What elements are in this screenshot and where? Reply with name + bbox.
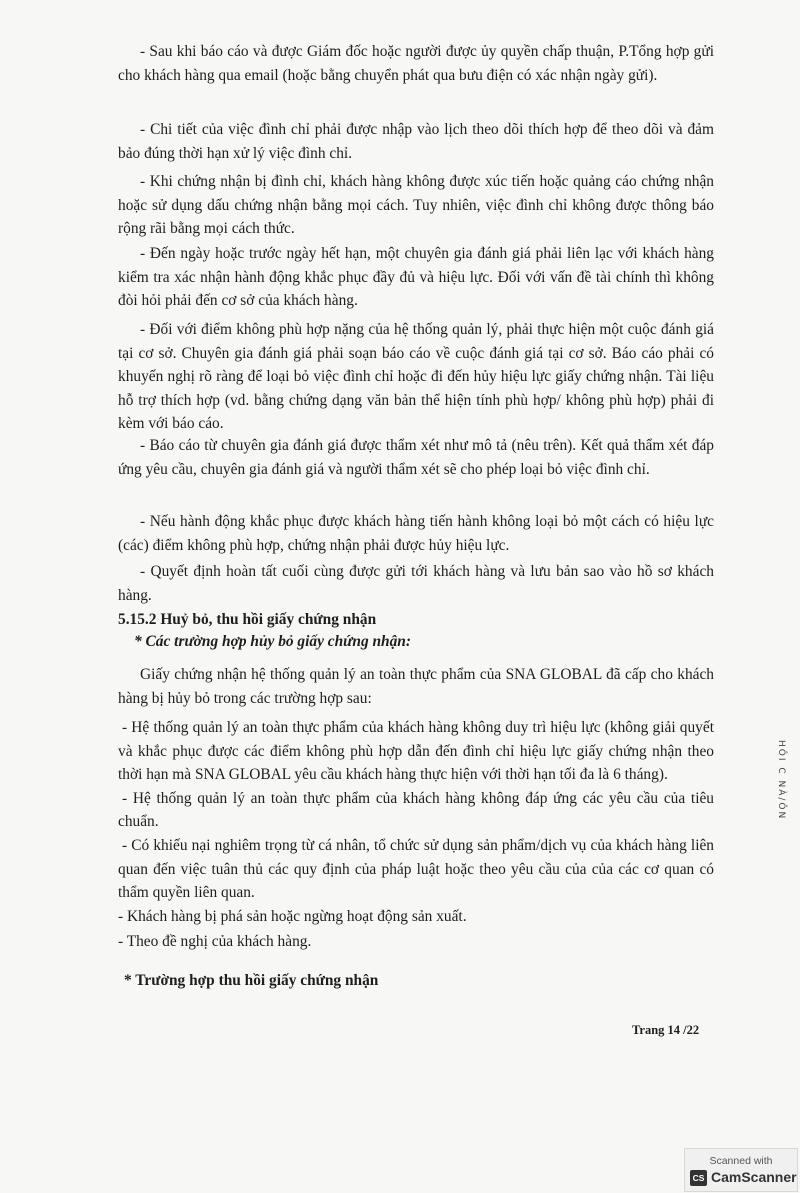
page-number: Trang 14 /22: [632, 1023, 700, 1037]
subheading-revoke-cases: * Trường hợp thu hồi giấy chứng nhận: [124, 972, 379, 989]
paragraph-7: - Nếu hành động khắc phục được khách hàng tiến hành không loại bỏ một cách có hiệu lực (các) điểm không phù hợp, chứng nhận phải được hủy hiệu lực.: [118, 513, 714, 554]
camscanner-logo-icon: CS: [690, 1170, 707, 1186]
watermark-caption: Scanned with: [709, 1155, 773, 1167]
list-item: - Hệ thống quản lý an toàn thực phẩm của khách hàng không duy trì hiệu lực (không giải quyết và khắc phục được các điểm không phù hợp dẫn đến đình chỉ hiệu lực giấy chứng nhận theo thời hạn mà SNA GLOBAL yêu cầu khách hàng thực hiện với thời hạn tối đa là 6 tháng).: [118, 719, 714, 784]
paragraph-4: - Đến ngày hoặc trước ngày hết hạn, một chuyên gia đánh giá phải liên lạc với khách hàng kiểm tra xác nhận hành động khắc phục đầy đủ và hiệu lực. Đối với vấn đề tài chính thì không đòi hỏi phải đến cơ sở của khách hàng.: [118, 245, 714, 310]
paragraph-3: - Khi chứng nhận bị đình chỉ, khách hàng không được xúc tiến hoặc quảng cáo chứng nhận hoặc sử dụng dấu chứng nhận bằng mọi cách. Tuy nhiên, việc đình chỉ không được thông báo rộng rãi bằng mọi cách thức.: [118, 173, 714, 238]
watermark-brand: CamScanner: [711, 1169, 797, 1185]
list-item: - Có khiếu nại nghiêm trọng từ cá nhân, tổ chức sử dụng sản phẩm/dịch vụ của khách hàng liên quan đến việc tuân thủ các quy định của pháp luật hoặc theo yêu cầu của của các cơ quan có thẩm quyền liên quan.: [118, 836, 714, 902]
paragraph-6: - Báo cáo từ chuyên gia đánh giá được thẩm xét như mô tả (nêu trên). Kết quả thẩm xét đáp ứng yêu cầu, chuyên gia đánh giá và người thẩm xét sẽ cho phép loại bỏ việc đình chỉ.: [118, 437, 714, 478]
paragraph-5: - Đối với điểm không phù hợp nặng của hệ thống quản lý, phải thực hiện một cuộc đánh giá tại cơ sở. Chuyên gia đánh giá phải soạn báo cáo về cuộc đánh giá tại cơ sở. Báo cáo phải có khuyến nghị rõ ràng để loại bỏ việc đình chỉ hoặc đi đến hủy hiệu lực giấy chứng nhận. Tài liệu hỗ trợ thích hợp (vd. bằng chứng dạng văn bản thể hiện tính phù hợp/ không phù hợp) phải đi kèm với báo cáo.: [118, 321, 714, 433]
margin-stamp-marks: HÔI C NÀ/ÔN: [776, 740, 786, 821]
list-item: - Hệ thống quản lý an toàn thực phẩm của khách hàng không đáp ứng các yêu cầu của tiêu chuẩn.: [118, 789, 714, 831]
intro-cancel-cases: Giấy chứng nhận hệ thống quản lý an toàn thực phẩm của SNA GLOBAL đã cấp cho khách hàng bị hủy bỏ trong các trường hợp sau:: [118, 666, 714, 707]
list-item: - Theo đề nghị của khách hàng.: [118, 933, 312, 951]
paragraph-1: - Sau khi báo cáo và được Giám đốc hoặc người được ủy quyền chấp thuận, P.Tổng hợp gửi cho khách hàng qua email (hoặc bằng chuyển phát qua bưu điện có xác nhận ngày gửi).: [118, 43, 714, 84]
cancel-cases-list: [118, 716, 714, 954]
paragraph-2: - Chi tiết của việc đình chỉ phải được nhập vào lịch theo dõi thích hợp để theo dõi và đảm bảo đúng thời hạn xử lý việc đình chỉ.: [118, 121, 714, 162]
camscanner-watermark: [684, 1148, 798, 1192]
section-heading: 5.15.2 Huỷ bỏ, thu hồi giấy chứng nhận: [118, 611, 377, 628]
list-item: - Khách hàng bị phá sản hoặc ngừng hoạt động sản xuất.: [118, 907, 467, 925]
subheading-cancel-cases: * Các trường hợp hủy bỏ giấy chứng nhận:: [134, 633, 411, 650]
paragraph-8: - Quyết định hoàn tất cuối cùng được gửi tới khách hàng và lưu bản sao vào hồ sơ khách hàng.: [118, 563, 714, 604]
